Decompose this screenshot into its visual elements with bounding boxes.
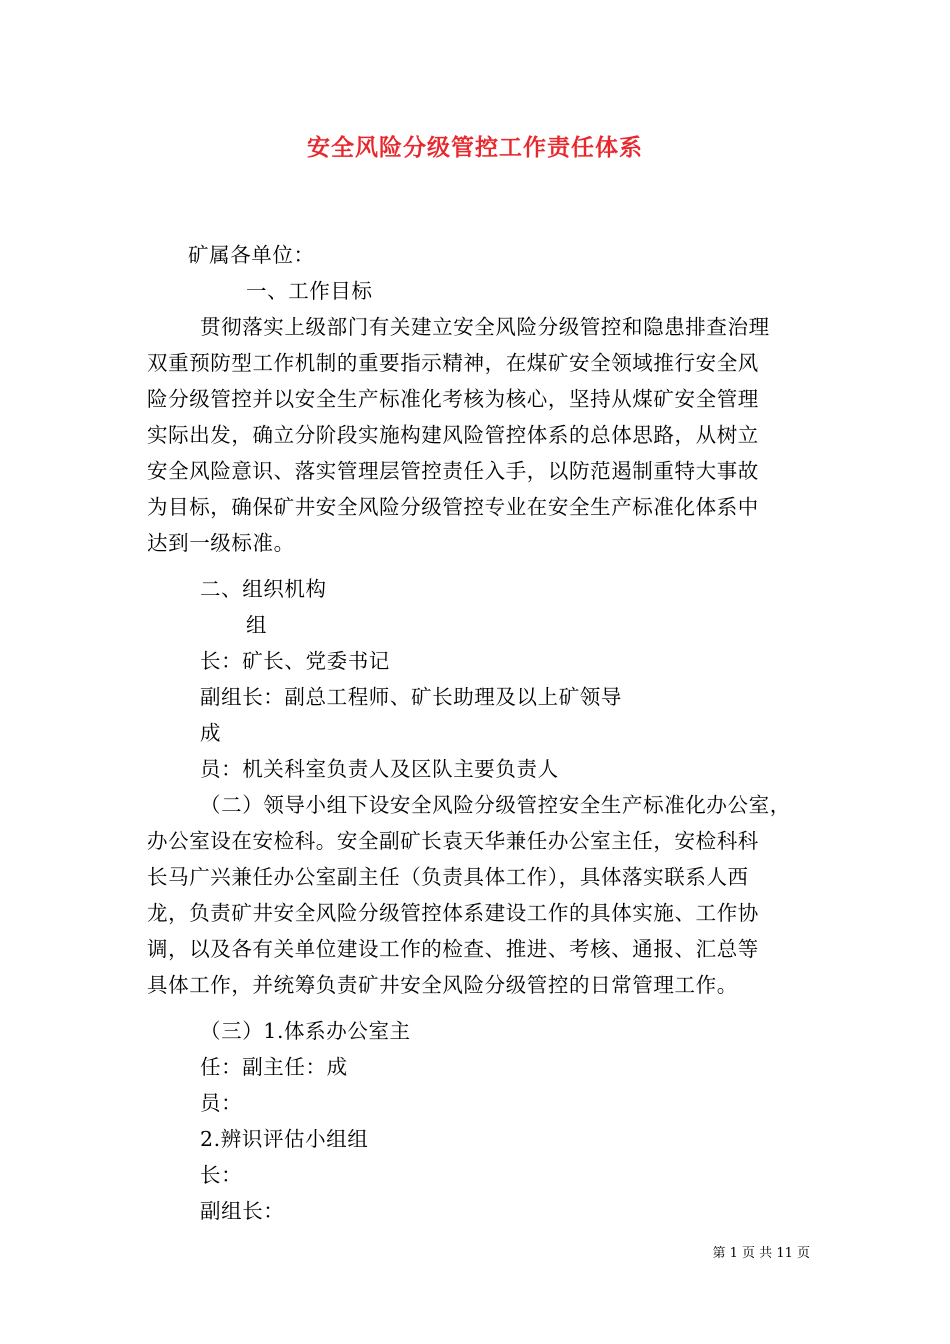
system-office-line: （三）1.体系办公室主 [200,1019,411,1043]
goals-paragraph-line: 双重预防型工作机制的重要指示精神，在煤矿安全领域推行安全风 [147,351,759,375]
goals-paragraph-line: 达到一级标准。 [147,531,295,555]
goals-paragraph-line: 实际出发，确立分阶段实施构建风险管控体系的总体思路，从树立 [147,423,759,447]
goals-paragraph-line: 贯彻落实上级部门有关建立安全风险分级管控和隐患排查治理 [200,315,770,339]
office-paragraph-line: 调，以及各有关单位建设工作的检查、推进、考核、通报、汇总等 [147,937,759,961]
org-line: 成 [200,721,222,745]
office-paragraph-line: 具体工作，并统筹负责矿井安全风险分级管控的日常管理工作。 [147,973,738,997]
system-office-line: 副组长： [200,1199,285,1223]
org-line: 员：机关科室负责人及区队主要负责人 [200,757,559,781]
system-office-line: 任：副主任：成 [200,1055,348,1079]
org-line: 长：矿长、党委书记 [200,649,390,673]
org-line: 副组长：副总工程师、矿长助理及以上矿领导 [200,685,622,709]
system-office-line: 员： [200,1091,243,1115]
page-number-footer: 第 1 页 共 11 页 [712,1246,810,1261]
office-paragraph-line: 长马广兴兼任办公室副主任（负责具体工作），具体落实联系人西 [147,865,749,889]
document-title: 安全风险分级管控工作责任体系 [307,134,643,161]
system-office-line: 长： [200,1163,243,1187]
system-office-line: 2.辨识评估小组组 [200,1127,369,1151]
goals-paragraph-line: 险分级管控并以安全生产标准化考核为核心，坚持从煤矿安全管理 [147,387,759,411]
org-line: 组 [246,613,268,637]
office-paragraph-line: 办公室设在安检科。安全副矿长袁天华兼任办公室主任，安检科科 [147,829,759,853]
goals-paragraph-line: 安全风险意识、落实管理层管控责任入手，以防范遏制重特大事故 [147,459,759,483]
office-paragraph-line: （二）领导小组下设安全风险分级管控安全生产标准化办公室， [200,793,791,817]
salutation: 矿属各单位： [188,243,315,267]
goals-paragraph-line: 为目标，确保矿井安全风险分级管控专业在安全生产标准化体系中 [147,495,759,519]
section-heading-goals: 一、工作目标 [246,279,373,303]
section-heading-organization: 二、组织机构 [200,577,327,601]
office-paragraph-line: 龙，负责矿井安全风险分级管控体系建设工作的具体实施、工作协 [147,901,759,925]
